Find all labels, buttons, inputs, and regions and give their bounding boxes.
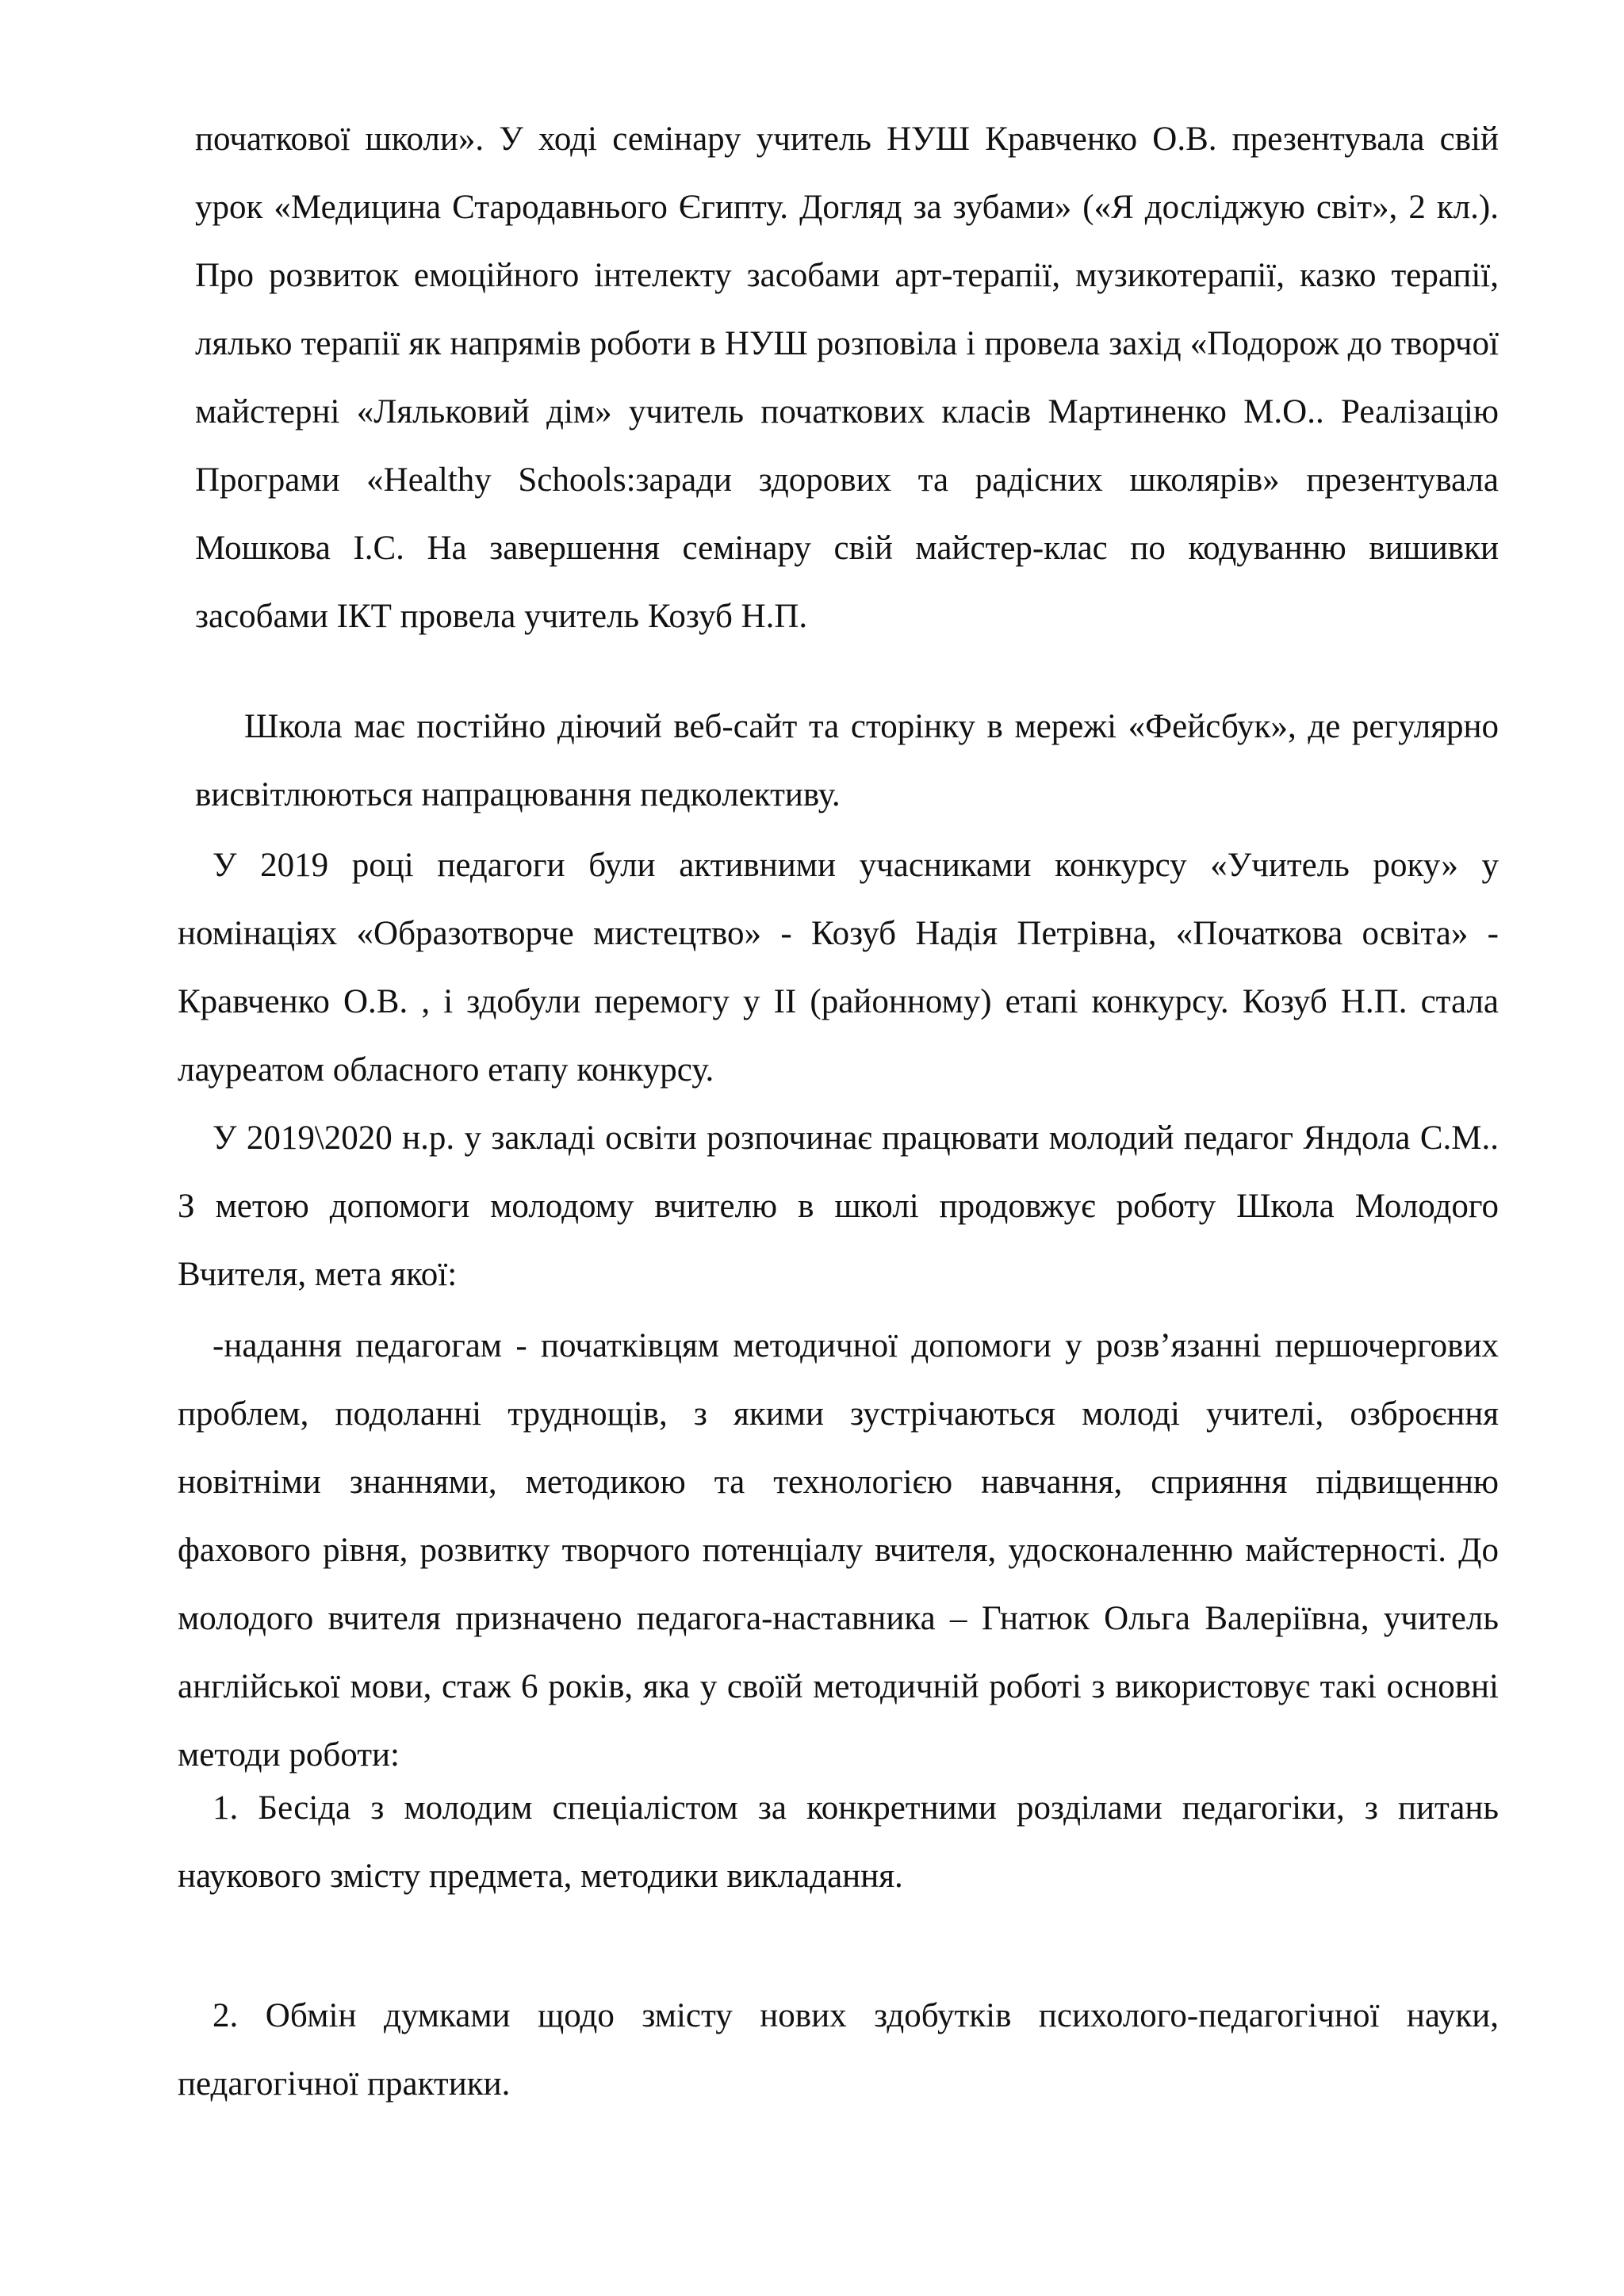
paragraph-seminar-continuation: початкової школи». У ході семінару учитель НУШ Кравченко О.В. презентувала свій урок «Медицина Стародавнього Єгипту. Догляд за зубами» («Я досліджую світ», 2 кл.). Про розвиток емоційного інтелекту засобами арт-терапії, музикотерапії, казко терапії, лялько терапії як напрямів роботи в НУШ розповіла і провела захід «Подорож до творчої майстерні «Ляльковий дім» учитель початкових класів Мартиненко М.О.. Реалізацію Програми «Healthy Schools:заради здорових та радісних школярів» презентувала Мошкова І.С. На завершення семінару свій майстер-клас по кодуванню вишивки засобами ІКТ провела учитель Козуб Н.П. [195, 121, 1499, 635]
list-item-conversation: 1. Бесіда з молодим спеціалістом за конкретними розділами педагогіки, з питань наукового змісту предмета, методики викладання. [178, 1789, 1499, 1895]
paragraph-website: Школа має постійно діючий веб-сайт та сторінку в мережі «Фейсбук», де регулярно висвітлюються напрацювання педколективу. [195, 708, 1499, 813]
paragraph-school-goals: -надання педагогам - початківцям методичної допомоги у розв’язанні першочергових проблем, подоланні труднощів, з якими зустрічаються молоді учителі, озброєння новітніми знаннями, методикою та технологією навчання, сприяння підвищенню фахового рівня, розвитку творчого потенціалу вчителя, удосконаленню майстерності. До молодого вчителя призначено педагога-наставника – Гнатюк Ольга Валеріївна, учитель англійської мови, стаж 6 років, яка у своїй методичній роботі з використовує такі основні методи роботи: [178, 1327, 1499, 1774]
paragraph-teacher-of-year: У 2019 році педагоги були активними учасниками конкурсу «Учитель року» у номінаціях «Образотворче мистецтво» - Козуб Надія Петрівна, «Початкова освіта» - Кравченко О.В. , і здобули перемогу у ІІ (районному) етапі конкурсу. Козуб Н.П. стала лауреатом обласного етапу конкурсу. [178, 847, 1499, 1089]
list-item-exchange: 2. Обмін думками щодо змісту нових здобутків психолого-педагогічної науки, педагогічної практики. [178, 1997, 1499, 2103]
paragraph-young-teacher-school: У 2019\2020 н.р. у закладі освіти розпочинає працювати молодий педагог Яндола С.М.. З метою допомоги молодому вчителю в школі продовжує роботу Школа Молодого Вчителя, мета якої: [178, 1119, 1499, 1293]
